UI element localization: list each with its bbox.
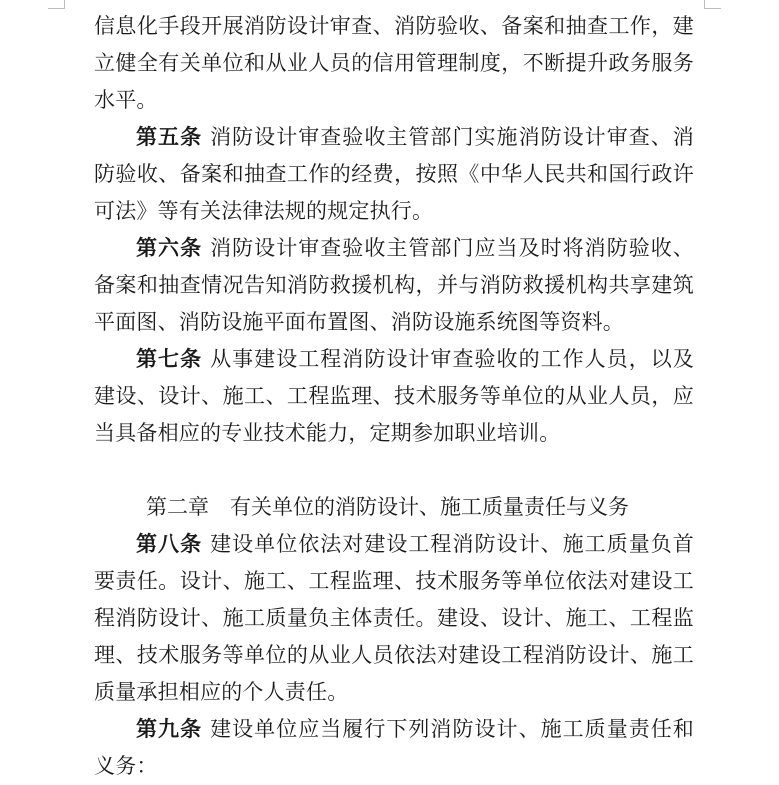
article-7-title: 第七条: [136, 347, 203, 371]
article-5: [94, 119, 694, 230]
article-9-text: 建设单位应当履行下列消防设计、施工质量责任和义务：: [94, 717, 694, 778]
article-9-title: 第九条: [136, 717, 203, 741]
chapter-heading: 第二章 有关单位的消防设计、施工质量责任与义务: [146, 495, 629, 519]
document-body: [94, 8, 694, 785]
article-8: [94, 526, 694, 711]
article-7-text: 从事建设工程消防设计审查验收的工作人员，以及建设、设计、施工、工程监理、技术服务等单位的从业人员，应当具备相应的专业技术能力，定期参加职业培训。: [94, 347, 694, 445]
paragraph-continuation: 信息化手段开展消防设计审查、消防验收、备案和抽查工作，建立健全有关单位和从业人员的信用管理制度，不断提升政务服务水平。: [94, 14, 694, 112]
article-8-text: 建设单位依法对建设工程消防设计、施工质量负首要责任。设计、施工、工程监理、技术服务等单位依法对建设工程消防设计、施工质量负主体责任。建设、设计、施工、工程监理、技术服务等单位的从业人员依法对建设工程消防设计、施工质量承担相应的个人责任。: [94, 532, 694, 704]
page-corner-mark-left: [48, 0, 65, 9]
article-9: [94, 711, 694, 785]
page-corner-mark-right: [704, 0, 721, 9]
article-5-title: 第五条: [136, 125, 203, 149]
article-6-text: 消防设计审查验收主管部门应当及时将消防验收、备案和抽查情况告知消防救援机构，并与消防救援机构共享建筑平面图、消防设施平面布置图、消防设施系统图等资料。: [94, 236, 694, 334]
article-6-title: 第六条: [136, 236, 203, 260]
article-8-title: 第八条: [136, 532, 203, 556]
article-5-text: 消防设计审查验收主管部门实施消防设计审查、消防验收、备案和抽查工作的经费，按照《中华人民共和国行政许可法》等有关法律法规的规定执行。: [94, 125, 694, 223]
article-7: [94, 341, 694, 452]
article-6: [94, 230, 694, 341]
